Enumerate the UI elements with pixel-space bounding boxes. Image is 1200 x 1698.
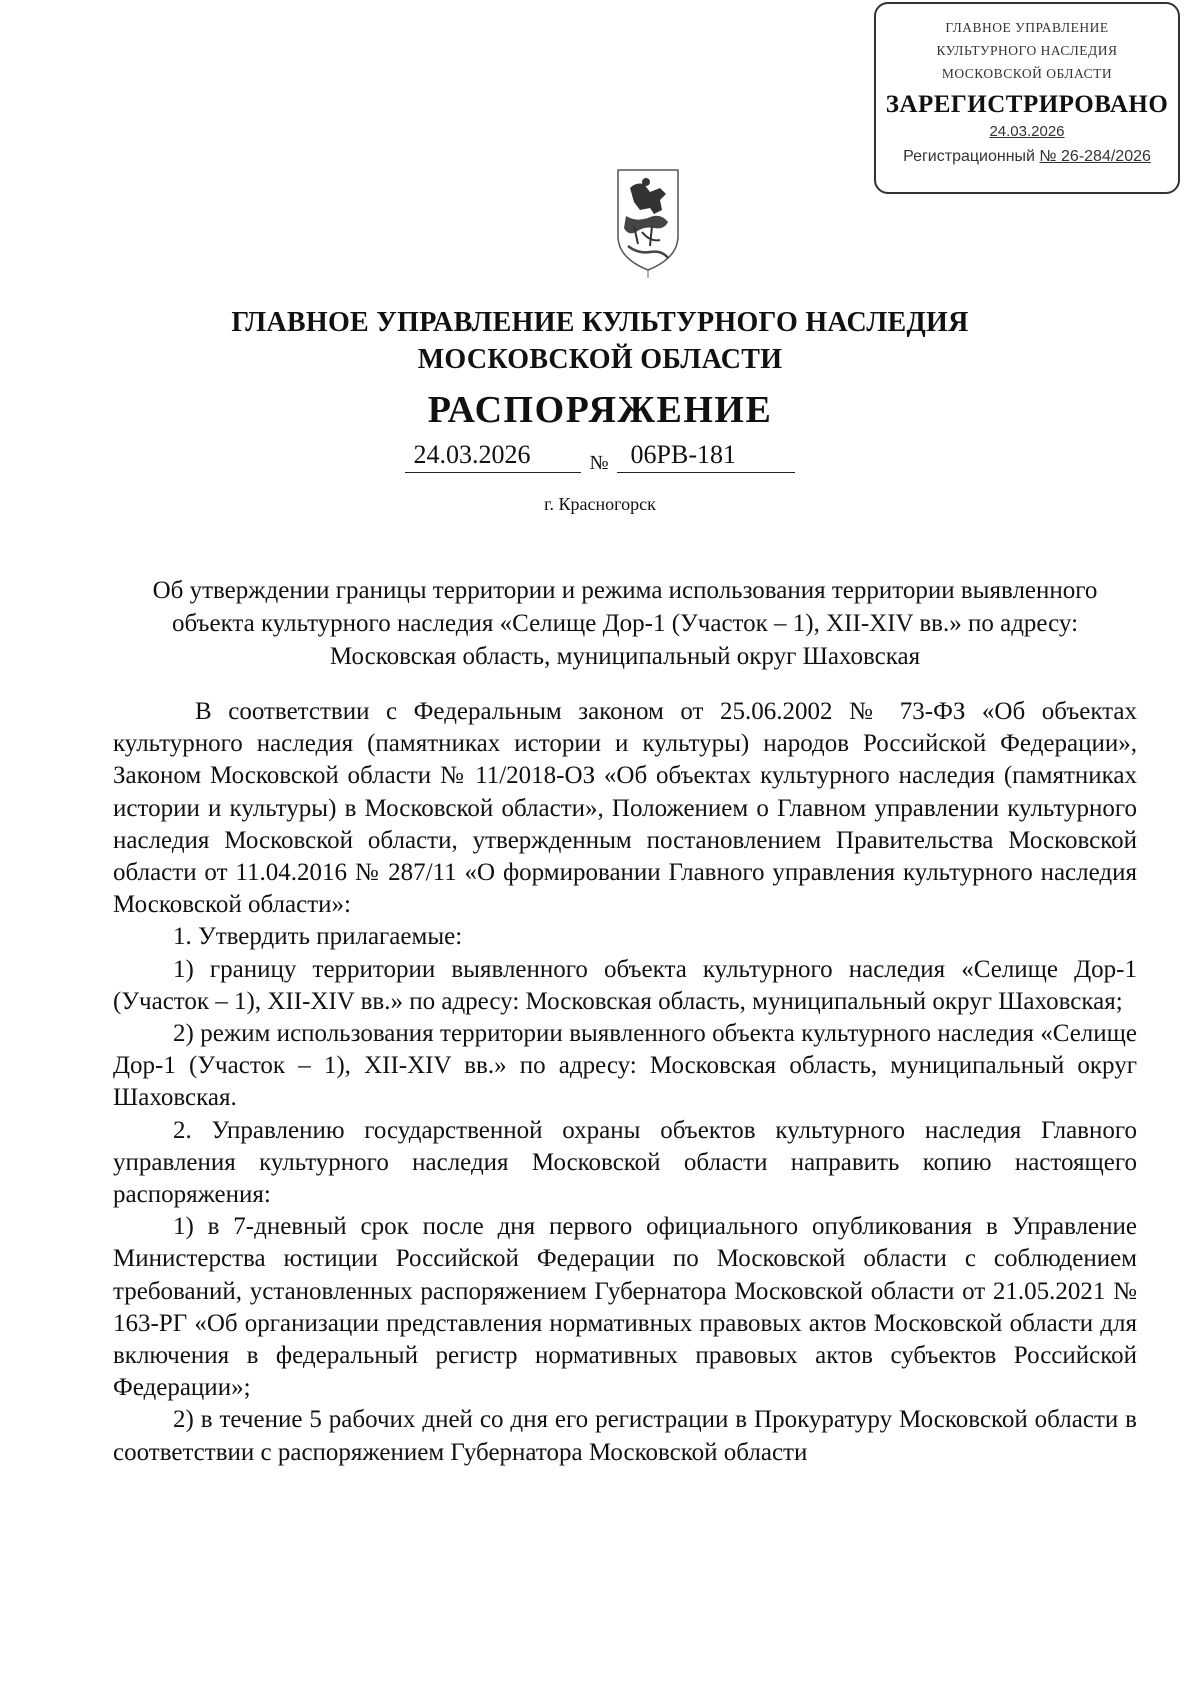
coat-of-arms-icon: [612, 166, 684, 280]
clause-paragraph: 2) режим использования территории выявленного объекта культурного наследия «Селище Дор-1 (Участок – 1), XII-XIV вв.» по адресу: Московская область, муниципальный округ Шаховская.: [113, 1020, 1137, 1112]
clause-paragraph: 1) границу территории выявленного объекта культурного наследия «Селище Дор-1 (Участок – 1), XII-XIV вв.» по адресу: Московская область, муниципальный округ Шаховская;: [113, 955, 1137, 1015]
clause-paragraph: 2) в течение 5 рабочих дней со дня его регистрации в Прокуратуру Московской области в соответствии с распоряжением Губернатора Московской области: [113, 1406, 1137, 1466]
stamp-org-line: КУЛЬТУРНОГО НАСЛЕДИЯ: [936, 43, 1118, 58]
registration-stamp: [874, 2, 1180, 194]
organization-line: МОСКОВСКОЙ ОБЛАСТИ: [417, 344, 783, 375]
document-subject: Об утверждении границы территории и режима использования территории выявленного объекта культурного наследия «Селище Дор-1 (Участок – 1), XII-XIV вв.» по адресу: Московская область, муниципальный округ Шаховская: [152, 577, 1098, 670]
stamp-reg-number: № 26-284/2026: [1039, 148, 1151, 165]
clause-paragraph: 2. Управлению государственной охраны объектов культурного наследия Главного управления культурного наследия Московской области направить копию настоящего распоряжения:: [113, 1116, 1137, 1209]
clause-paragraph: 1) в 7-дневный срок после дня первого официального опубликования в Управление Министерства юстиции Российской Федерации по Московской области с соблюдением требований, установленных распоряжением Губернатора Московской области от 21.05.2021 № 163-РГ «Об организации представления нормативных правовых актов Московской области для включения в федеральный регистр нормативных правовых актов субъектов Российской Федерации»;: [113, 1213, 1137, 1402]
organization-line: ГЛАВНОЕ УПРАВЛЕНИЕ КУЛЬТУРНОГО НАСЛЕДИЯ: [231, 307, 969, 338]
stamp-org-line: ГЛАВНОЕ УПРАВЛЕНИЕ: [945, 20, 1109, 35]
document-number: 06РВ-181: [617, 440, 795, 473]
clause-paragraph: 1. Утвердить прилагаемые:: [173, 923, 463, 951]
document-number-row: [0, 440, 1200, 475]
preamble-paragraph: В соответствии с Федеральным законом от 25.06.2002 № 73-ФЗ «Об объектах культурного наследия (памятниках истории и культуры) народов Российской Федерации», Законом Московской области № 11/2018-ОЗ «Об объектах культурного наследия (памятниках истории и культуры) в Московской области», Положением о Главном управлении культурного наследия Московской области, утвержденным постановлением Правительства Московской области от 11.04.2016 № 287/11 «О формировании Главного управления культурного наследия Московской области»:: [113, 698, 1137, 919]
number-sign: №: [589, 452, 609, 474]
document-date: 24.03.2026: [405, 440, 581, 473]
stamp-org-line: МОСКОВСКОЙ ОБЛАСТИ: [941, 66, 1113, 81]
stamp-reg-label: Регистрационный: [903, 148, 1035, 165]
stamp-status: ЗАРЕГИСТРИРОВАНО: [885, 91, 1169, 118]
stamp-date: 24.03.2026: [989, 123, 1065, 140]
document-type: РАСПОРЯЖЕНИЕ: [427, 389, 773, 431]
stamp-registration: [876, 148, 1178, 166]
document-body: [113, 696, 1137, 1469]
city: г. Красногорск: [544, 494, 656, 514]
organization-name: [0, 304, 1200, 378]
